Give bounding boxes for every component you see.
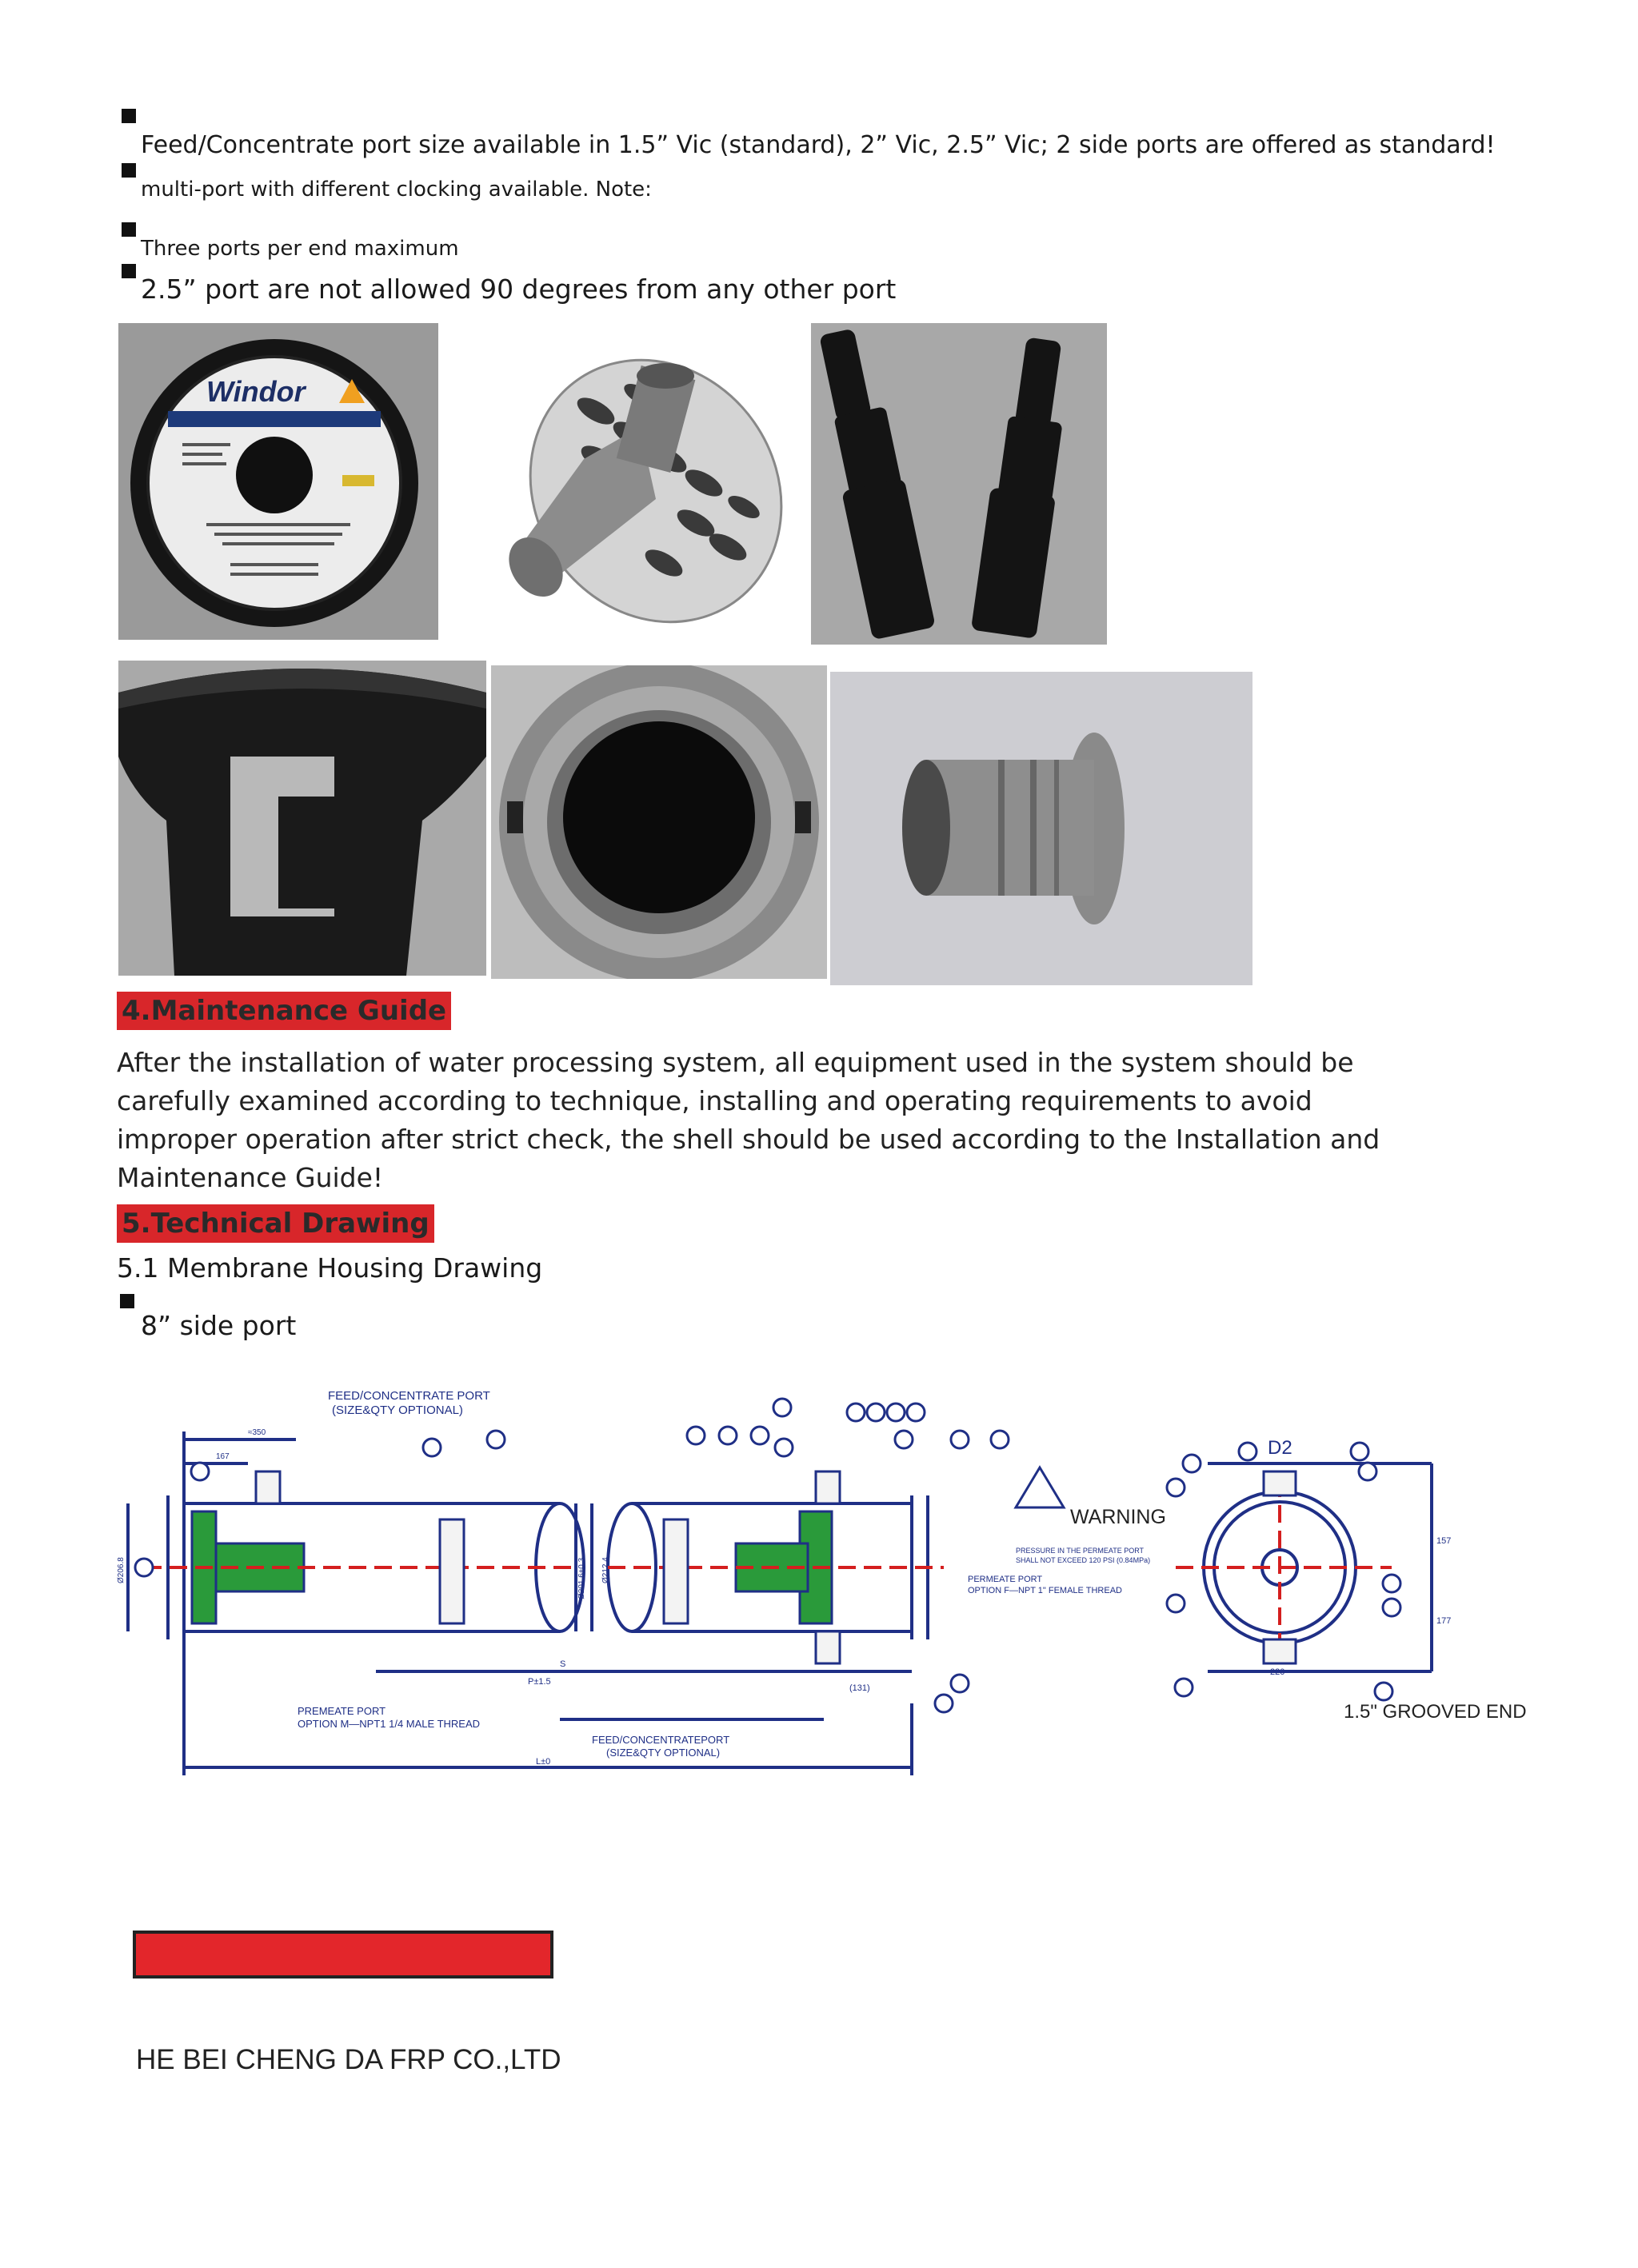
bullet-square-icon <box>122 163 136 178</box>
dim-d212: Ø212.4 <box>601 1557 610 1583</box>
label-feed-port-bottom-note: (SIZE&QTY OPTIONAL) <box>606 1747 721 1759</box>
bullet-text-2-5-port: 2.5” port are not allowed 90 degrees from any other port <box>141 274 897 305</box>
label-grooved-end: 1.5" GROOVED END <box>1344 1701 1527 1723</box>
bullet-text-side-port: 8” side port <box>141 1310 297 1341</box>
dim-s: S <box>560 1659 566 1669</box>
label-warning-note2: SHALL NOT EXCEED 120 PSI (0.84MPa) <box>1016 1556 1151 1564</box>
bullet-text-multiport: multi-port with different clocking available. Note: <box>141 178 652 202</box>
photo-black-end-cap <box>118 661 486 976</box>
bullet-square-icon <box>122 109 136 123</box>
dim-d206: Ø206.8 <box>117 1557 126 1583</box>
dim-l: L±0 <box>536 1757 551 1767</box>
dim-177: 177 <box>1436 1616 1452 1626</box>
label-warning: WARNING <box>1070 1506 1166 1528</box>
bullet-text-port-sizes: Feed/Concentrate port size available in 1.5” Vic (standard), 2” Vic, 2.5” Vic; 2 side ports are offered as standard! <box>141 131 1496 159</box>
technical-drawing <box>112 1384 1536 1791</box>
section-4-body: After the installation of water processing system, all equipment used in the system should be carefully examined according to technique, installing and operating requirements to avoid improper operation after strict check, the shell should be used according to the Installation and Maintenance Guide! <box>117 1047 1380 1193</box>
dim-d2: D2 <box>1268 1437 1292 1459</box>
photo-end-plate-label <box>118 323 438 640</box>
footer-red-bar <box>133 1931 553 1979</box>
end-plate-brand-text: Windor <box>206 375 306 408</box>
label-feed-port-top-note: (SIZE&QTY OPTIONAL) <box>332 1404 463 1417</box>
dim-d201: Ø201.6±0.3 <box>577 1557 586 1599</box>
company-name: HE BEI CHENG DA FRP CO.,LTD <box>136 2044 561 2075</box>
label-feed-port-bottom: FEED/CONCENTRATEPORT <box>592 1734 730 1746</box>
bullet-text-three-ports: Three ports per end maximum <box>141 237 459 261</box>
bullet-square-icon <box>120 1294 134 1308</box>
photo-steel-ring-end <box>491 665 827 979</box>
label-permeate-port-right: PERMEATE PORT <box>968 1575 1043 1584</box>
photo-black-adapters <box>811 323 1107 645</box>
photo-perforated-plate <box>456 323 792 640</box>
section-5-heading: 5.Technical Drawing <box>117 1204 434 1243</box>
dim-167: 167 <box>216 1452 230 1461</box>
label-permeate-port-left: PREMEATE PORT <box>298 1705 386 1717</box>
bullet-square-icon <box>122 264 136 278</box>
dim-220: 220 <box>1270 1667 1285 1677</box>
dim-131: (131) <box>849 1683 870 1693</box>
dim-157: 157 <box>1436 1536 1452 1546</box>
section-4-heading: 4.Maintenance Guide <box>117 992 451 1030</box>
dim-350: ≈350 <box>248 1428 266 1437</box>
label-warning-note1: PRESSURE IN THE PERMEATE PORT <box>1016 1547 1145 1555</box>
label-permeate-port-left-note: OPTION M—NPT1 1/4 MALE THREAD <box>298 1718 481 1730</box>
section-5-subheading: 5.1 Membrane Housing Drawing <box>117 1252 543 1284</box>
label-permeate-port-right-note: OPTION F—NPT 1" FEMALE THREAD <box>968 1586 1122 1595</box>
dim-p: P±1.5 <box>528 1677 551 1687</box>
label-feed-port-top: FEED/CONCENTRATE PORT <box>328 1389 490 1403</box>
photo-stainless-port-adapter <box>830 672 1252 985</box>
bullet-square-icon <box>122 222 136 237</box>
